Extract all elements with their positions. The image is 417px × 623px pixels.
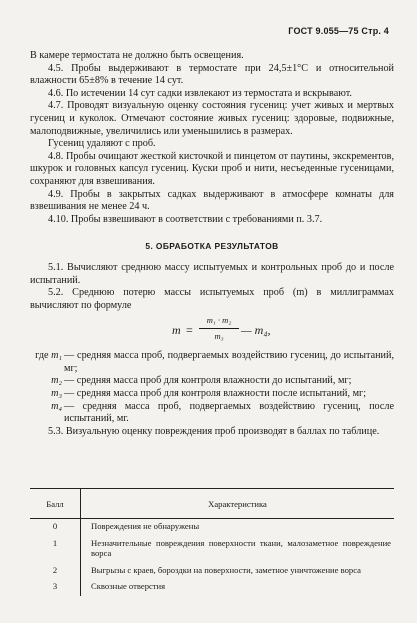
paragraph: 5.3. Визуальную оценку повреждения проб производят в баллах по таблице. (48, 425, 380, 437)
column-header-score: Балл (30, 489, 81, 519)
score-cell: 0 (30, 519, 81, 536)
formula (30, 314, 394, 346)
definition-text: — средняя масса проб, подвергаемых воздействию гусениц, до испытаний, мг; (64, 350, 394, 374)
paragraph: 4.6. По истечении 14 сут садки извлекают из термостата и вскрывают. (48, 87, 352, 99)
formula-equals: = (186, 323, 193, 338)
table-header-row (30, 489, 394, 519)
definition-text: — средняя масса проб, подвергаемых воздействию гусениц, после испытаний, мг. (64, 400, 394, 425)
definition-symbol: m₃ (51, 388, 62, 400)
table-row (30, 536, 394, 563)
formula-fraction (199, 314, 239, 342)
paragraph: Гусениц удаляют с проб. (48, 138, 156, 150)
definitions-list (30, 350, 394, 426)
where-word: где (35, 350, 49, 362)
definition-symbol: где m₁ (35, 350, 62, 362)
document-body (30, 50, 394, 438)
score-cell: 1 (30, 536, 81, 563)
paragraph: 4.10. Пробы взвешивают в соответствии с требованиями п. 3.7. (48, 213, 323, 225)
definition-symbol: m₄ (51, 400, 62, 412)
score-table (30, 488, 394, 596)
description-cell: Незначительные повреждения поверхности ткани, малозаметное повреждение ворса (91, 537, 391, 558)
paragraph: 5.2. Среднюю потерю массы испытуемых проб (m) в миллиграммах вычисляют по формуле (30, 287, 394, 311)
table-row (30, 519, 394, 536)
formula-lhs: m (172, 323, 181, 338)
formula-denominator: m₃ (214, 330, 224, 341)
description-cell: Выгрызы с краев, бороздки на поверхности, заметное уничтожение ворса (91, 564, 361, 575)
table-row (30, 579, 394, 596)
definition-symbol: m₂ (51, 375, 62, 387)
description-cell: Сквозные отверстия (91, 581, 166, 591)
column-header-description: Характеристика (81, 489, 395, 519)
section-title: 5. ОБРАБОТКА РЕЗУЛЬТАТОВ (145, 241, 279, 252)
paragraph: 5.1. Вычисляют среднюю массу испытуемых и контрольных проб до и после испытаний. (30, 261, 394, 286)
score-cell: 2 (30, 563, 81, 580)
formula-numerator: m₁ · m₂ (199, 314, 239, 329)
definition-text: — средняя масса проб для контроля влажности после испытаний, мг; (64, 388, 367, 400)
paragraph: 4.5. Пробы выдерживают в термостате при 24,5±1°С и относительной влажности 65±8% в течение 14 сут. (30, 62, 394, 87)
paragraph: 4.9. Пробы в закрытых садках выдерживают в атмосфере комнаты для взвешивания не менее 24 ч. (30, 188, 394, 213)
paragraph: В камере термостата не должно быть освещения. (30, 50, 244, 61)
description-cell: Повреждения не обнаружены (91, 521, 200, 531)
page-header: ГОСТ 9.055—75 Стр. 4 (288, 26, 389, 36)
table-row (30, 563, 394, 580)
definition-text: — средняя масса проб для контроля влажности до испытаний, мг; (64, 375, 352, 387)
paragraph: 4.7. Проводят визуальную оценку состояния гусениц: учет живых и мертвых гусениц и куколок. Отмечают состояние живых гусениц: здоровые, подвижные, малоподвижные, увеличились или уменьшились в размерах. (30, 100, 394, 137)
score-cell: 3 (30, 579, 81, 596)
formula-rest: — m₄, (241, 323, 271, 338)
paragraph: 4.8. Пробы очищают жесткой кисточкой и пинцетом от паутины, экскрементов, шкурок и головных капсул гусениц. Куски проб и нити, несъеденные гусеницами, сохраняют для взвешивания. (30, 150, 394, 187)
